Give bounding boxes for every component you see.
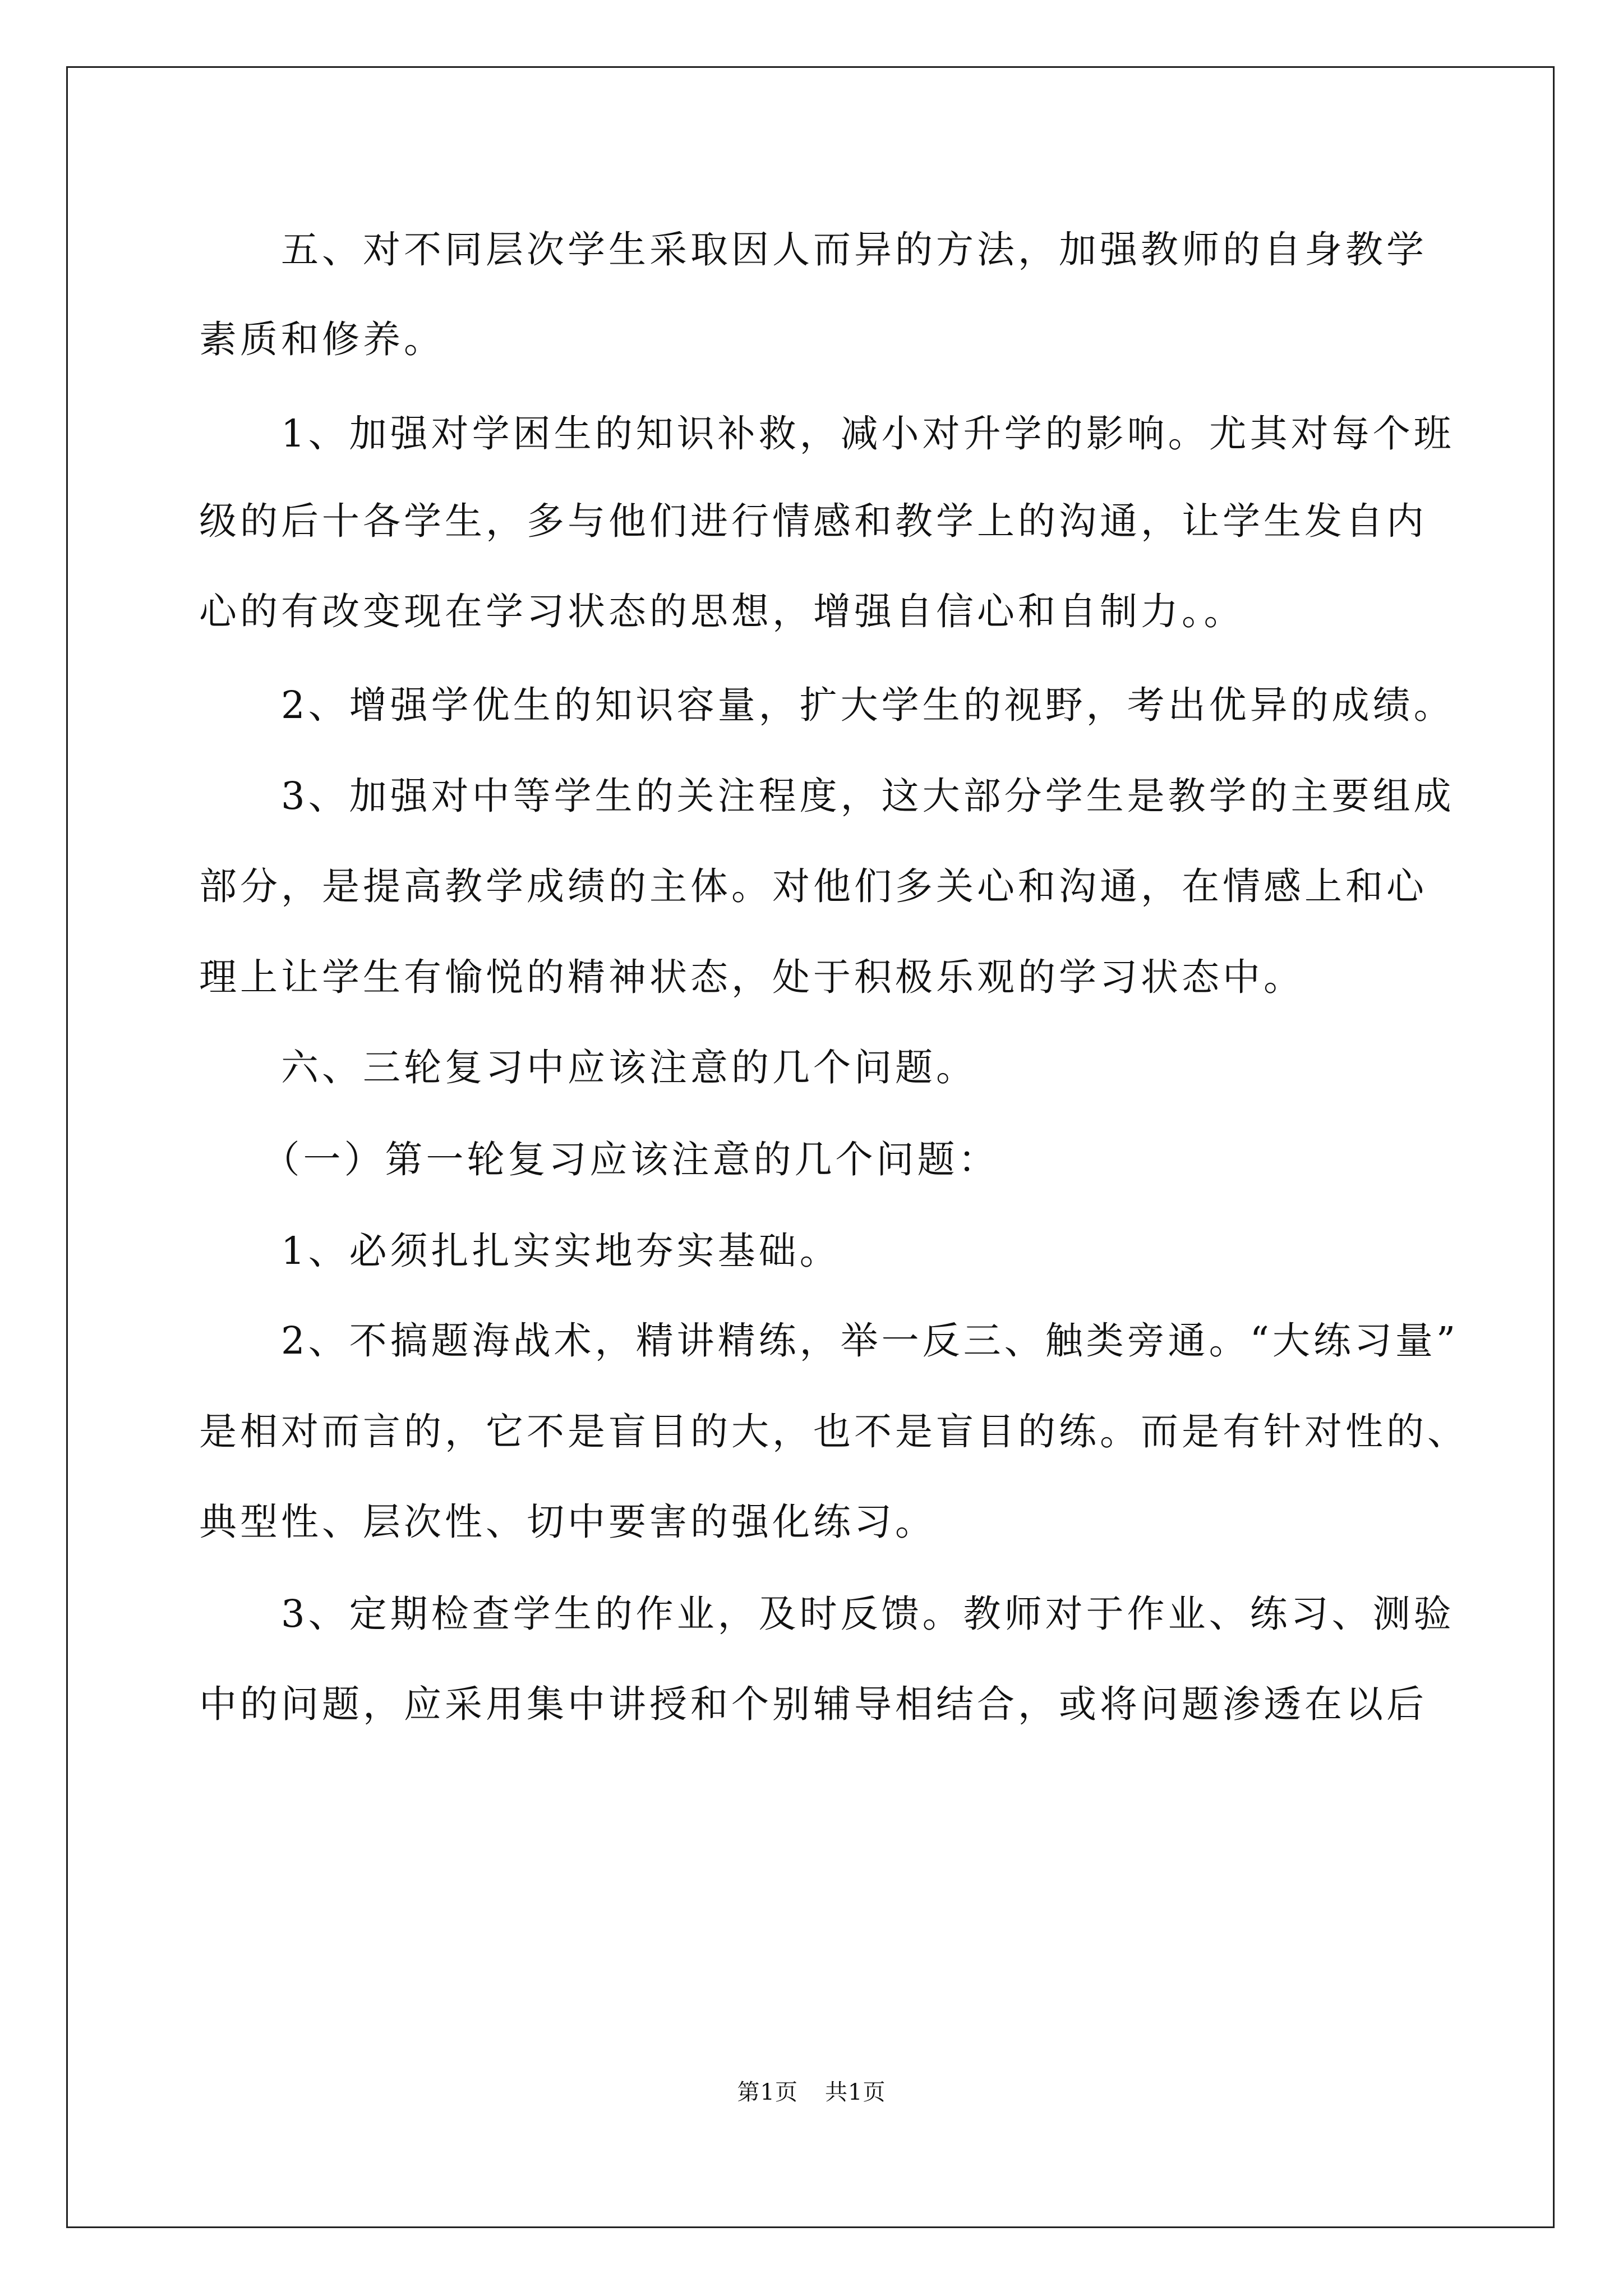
page-footer bbox=[0, 2078, 1623, 2106]
paragraph-line: 3、定期检查学生的作业，及时反馈。教师对于作业、练习、测验 bbox=[199, 1592, 1455, 1636]
page-number-current: 第1页 bbox=[737, 2079, 798, 2105]
paragraph-line: 2、增强学优生的知识容量，扩大学生的视野，考出优异的成绩。 bbox=[199, 683, 1455, 727]
page-number-total: 共1页 bbox=[825, 2079, 886, 2105]
paragraph-line: 五、对不同层次学生采取因人而异的方法，加强教师的自身教学 bbox=[199, 228, 1427, 272]
section-heading: 六、三轮复习中应该注意的几个问题。 bbox=[199, 1046, 977, 1089]
paragraph-line: 素质和修养。 bbox=[199, 318, 445, 361]
paragraph-line: 级的后十各学生，多与他们进行情感和教学上的沟通，让学生发自内 bbox=[199, 499, 1427, 543]
paragraph-line: 3、加强对中等学生的关注程度，这大部分学生是教学的主要组成 bbox=[199, 774, 1455, 818]
paragraph-line: 理上让学生有愉悦的精神状态，处于积极乐观的学习状态中。 bbox=[199, 955, 1304, 999]
paragraph-line: 部分，是提高教学成绩的主体。对他们多关心和沟通，在情感上和心 bbox=[199, 864, 1427, 908]
paragraph-line: 是相对而言的，它不是盲目的大，也不是盲目的练。而是有针对性的、 bbox=[199, 1410, 1468, 1453]
paragraph-line: 典型性、层次性、切中要害的强化练习。 bbox=[199, 1500, 936, 1544]
paragraph-line: 1、必须扎扎实实地夯实基础。 bbox=[199, 1229, 841, 1273]
paragraph-line: 心的有改变现在学习状态的思想，增强自信心和自制力。。 bbox=[199, 590, 1245, 633]
paragraph-line: 1、加强对学困生的知识补救，减小对升学的影响。尤其对每个班 bbox=[199, 412, 1455, 455]
paragraph-line: 中的问题，应采用集中讲授和个别辅导相结合，或将问题渗透在以后 bbox=[199, 1682, 1427, 1726]
paragraph-line: 2、不搞题海战术，精讲精练，举一反三、触类旁通。“大练习量” bbox=[199, 1319, 1459, 1363]
subsection-heading: （一）第一轮复习应该注意的几个问题： bbox=[199, 1138, 999, 1181]
